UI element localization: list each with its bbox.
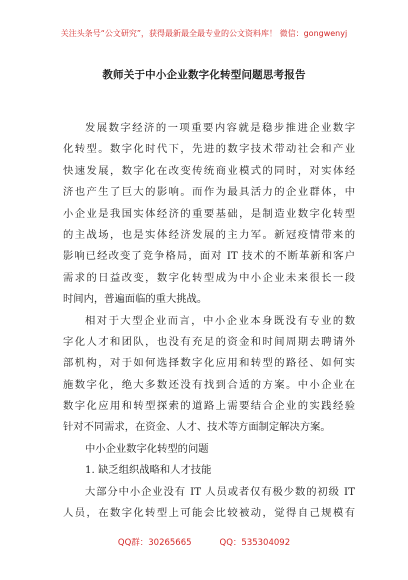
paragraph-line: 相对于大型企业而言，中小企业本身既没有专业的数 xyxy=(85,314,355,327)
paragraph-line: 发展数字经济的一项重要内容就是稳步推进企业数字 xyxy=(85,122,355,134)
paragraph-line: 的主战场，也是实体经济发展的主力军。新冠疫情带来的 xyxy=(63,228,355,241)
paragraph-line: 时间内，普遍面临的重大挑战。 xyxy=(63,293,208,306)
document-body xyxy=(63,118,355,524)
paragraph-line: 1. 缺乏组织战略和人才技能 xyxy=(85,464,212,477)
paragraph-line: 小企业是我国实体经济的重要基础，是制造业数字化转型 xyxy=(63,207,355,220)
paragraph-line: 需求的日益改变，数字化转型成为中小企业未来很长一段 xyxy=(63,271,355,284)
footer-contact xyxy=(0,536,408,548)
paragraph-line: 影响已经改变了竞争格局，面对 IT 技术的不断革新和客户 xyxy=(63,250,355,263)
paragraph-line: 部机构，对于如何选择数字化应用和转型的路径、如何实 xyxy=(63,357,355,370)
paragraph-line: 人员，在数字化转型上可能会比较被动，觉得自己规模有 xyxy=(63,507,355,520)
paragraph-line: 数字化应用和转型探索的道路上需要结合企业的实践经验 xyxy=(63,400,355,413)
paragraph-line: 化转型。数字化时代下，先进的数字技术带动社会和产业 xyxy=(63,143,355,156)
footer-qq: QQ：535304092 xyxy=(219,538,291,548)
paragraph-line: 快速发展，数字化在改变传统商业模式的同时，对实体经 xyxy=(63,164,355,177)
footer-qq-group: QQ群：30265665 xyxy=(117,538,192,548)
document-title: 教师关于中小企业数字化转型问题思考报告 xyxy=(102,69,306,81)
promo-banner: 关注头条号“公文研究”，获得最新最全最专业的公文资料库！ 微信：gongwenyj xyxy=(60,29,348,38)
paragraph-line: 济也产生了巨大的影响。而作为最具活力的企业群体，中 xyxy=(63,186,355,199)
paragraph-line: 针对不同需求，在资金、人才、技术等方面制定解决方案。 xyxy=(63,421,331,434)
paragraph-line: 中小企业数字化转型的问题 xyxy=(85,442,209,455)
paragraph-line: 字化人才和团队，也没有充足的资金和时间周期去聘请外 xyxy=(63,335,355,348)
paragraph-line: 施数字化，绝大多数还没有找到合适的方案。中小企业在 xyxy=(63,378,355,391)
paragraph-line: 大部分中小企业没有 IT 人员或者仅有极少数的初级 IT xyxy=(85,485,355,498)
